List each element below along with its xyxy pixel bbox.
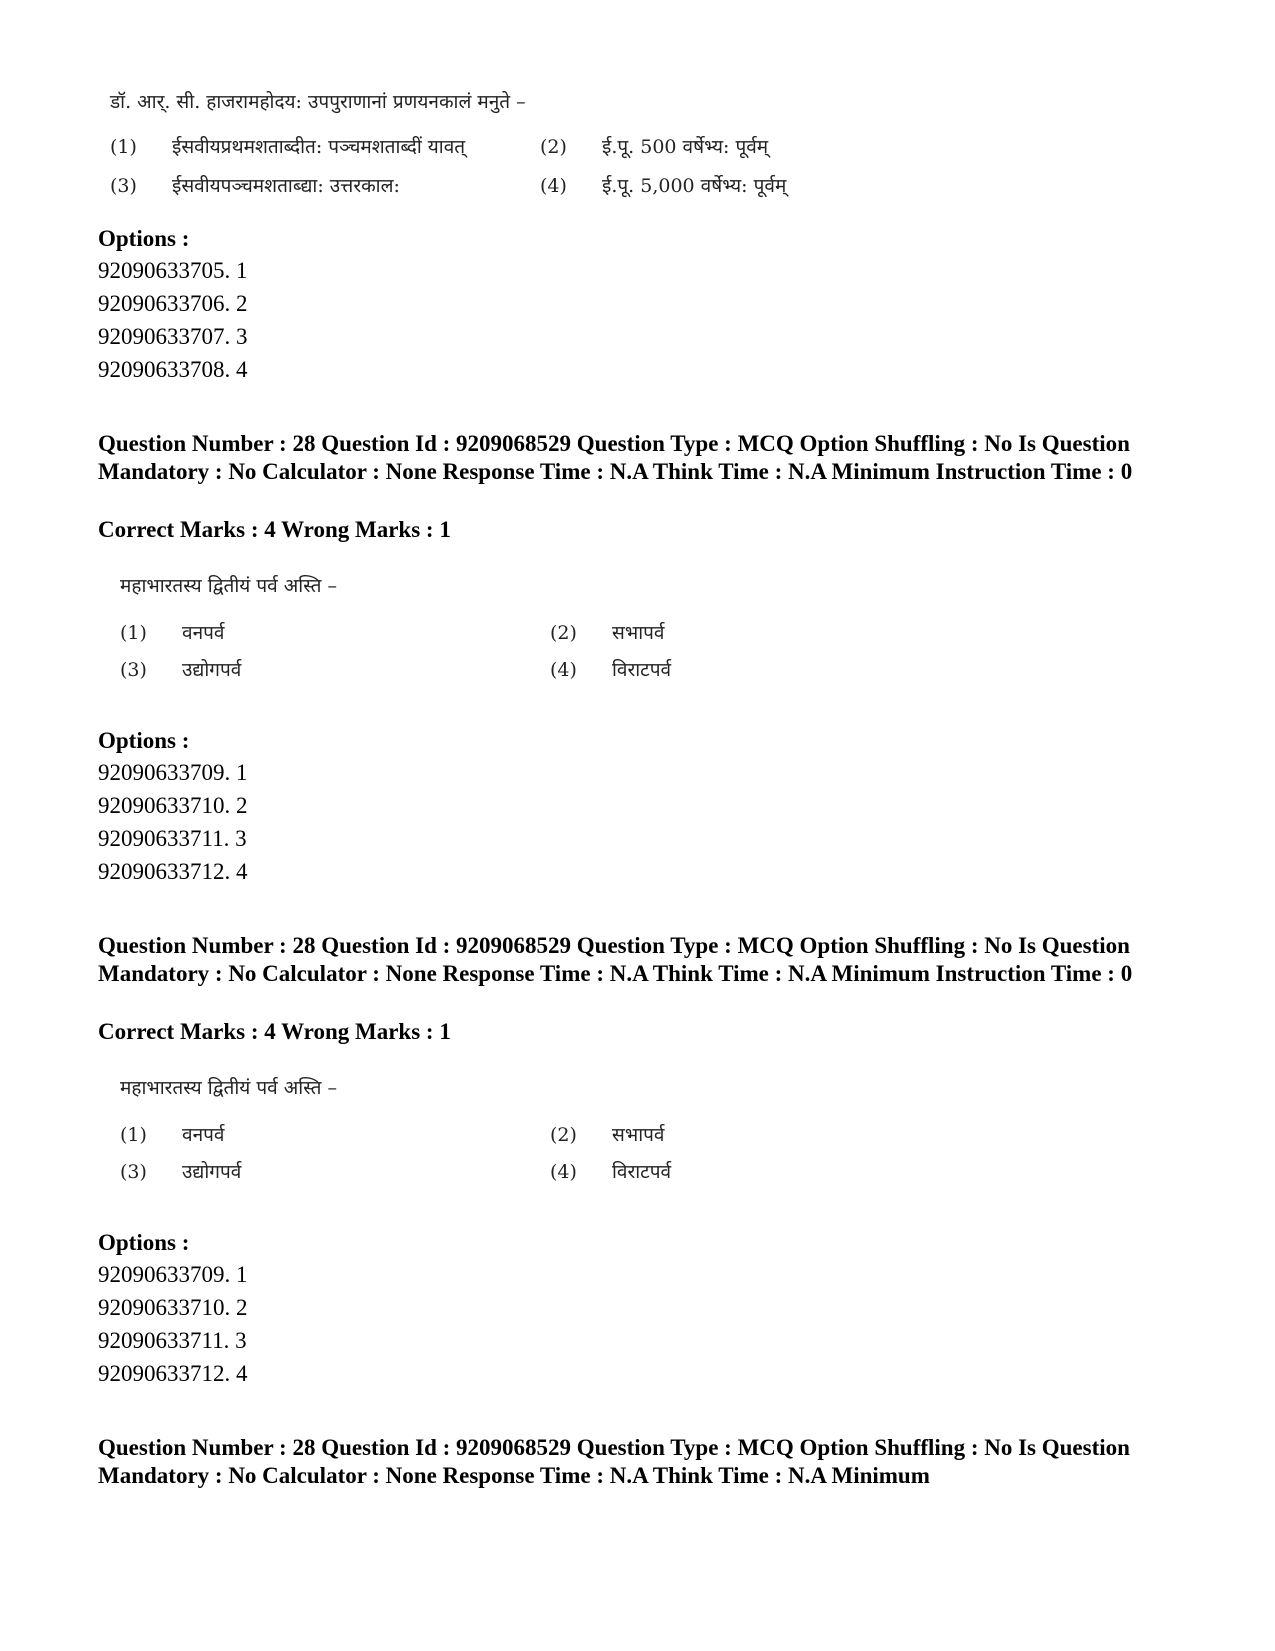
choice-number: (1)	[120, 622, 147, 644]
option-line: 92090633712. 4	[98, 859, 248, 884]
choice-2	[550, 1121, 664, 1147]
option-line: 92090633706. 2	[98, 291, 248, 316]
choice-number: (4)	[550, 1161, 577, 1183]
choice-4	[540, 172, 786, 198]
option-line: 92090633709. 1	[98, 1262, 248, 1287]
choice-4	[550, 1158, 671, 1184]
question-meta: Question Number : 28 Question Id : 9209068529 Question Type : MCQ Option Shuffling : No Is Question Mandatory : No Calculator : None Response Time : N.A Think Time : N.A Minimum Instruction Time : 0	[98, 933, 1133, 986]
choice-1	[120, 1121, 224, 1147]
options-label: Options :	[98, 1230, 190, 1255]
choice-text: ई.पू. 500 वर्षेभ्य: पूर्वम्	[602, 136, 769, 158]
option-line: 92090633712. 4	[98, 1361, 248, 1386]
choice-text: विराटपर्व	[612, 659, 672, 681]
choice-3	[110, 172, 400, 198]
choice-2	[540, 133, 768, 159]
choice-3	[120, 1158, 241, 1184]
choice-text: उद्योगपर्व	[182, 659, 242, 681]
choice-text: सभापर्व	[612, 622, 665, 644]
choice-number: (2)	[540, 136, 567, 158]
option-line: 92090633707. 3	[98, 324, 248, 349]
marks-line: Correct Marks : 4 Wrong Marks : 1	[98, 1019, 451, 1044]
options-label: Options :	[98, 728, 190, 753]
option-line: 92090633710. 2	[98, 793, 248, 818]
choice-number: (3)	[110, 175, 137, 197]
choice-text: वनपर्व	[182, 1124, 225, 1146]
choice-text: विराटपर्व	[612, 1161, 672, 1183]
choice-number: (3)	[120, 659, 147, 681]
option-line: 92090633711. 3	[98, 1328, 247, 1353]
choice-number: (4)	[550, 659, 577, 681]
option-line: 92090633710. 2	[98, 1295, 248, 1320]
choice-text: वनपर्व	[182, 622, 225, 644]
option-line: 92090633711. 3	[98, 826, 247, 851]
choice-number: (3)	[120, 1161, 147, 1183]
choice-text: ईसवीयपञ्चमशताब्द्या: उत्तरकाल:	[172, 175, 400, 197]
marks-line: Correct Marks : 4 Wrong Marks : 1	[98, 517, 451, 542]
option-line: 92090633708. 4	[98, 357, 248, 382]
choice-1	[120, 619, 224, 645]
options-label: Options :	[98, 226, 190, 251]
choice-text: उद्योगपर्व	[182, 1161, 242, 1183]
choice-number: (2)	[550, 622, 577, 644]
question-meta: Question Number : 28 Question Id : 9209068529 Question Type : MCQ Option Shuffling : No Is Question Mandatory : No Calculator : None Response Time : N.A Think Time : N.A Minimum	[98, 1435, 1130, 1488]
choice-1	[110, 133, 465, 159]
choice-number: (1)	[110, 136, 137, 158]
choice-number: (2)	[550, 1124, 577, 1146]
question-stem: डॉ. आर्. सी. हाजरामहोदय: उपपुराणानां प्रणयनकालं मनुते –	[110, 91, 526, 113]
question-stem: महाभारतस्य द्वितीयं पर्व अस्ति –	[120, 575, 337, 597]
choice-text: सभापर्व	[612, 1124, 665, 1146]
choice-number: (1)	[120, 1124, 147, 1146]
choice-text: ईसवीयप्रथमशताब्दीत: पञ्चमशताब्दीं यावत्	[172, 136, 466, 158]
choice-4	[550, 656, 671, 682]
choice-number: (4)	[540, 175, 567, 197]
option-line: 92090633705. 1	[98, 258, 248, 283]
choice-text: ई.पू. 5,000 वर्षेभ्य: पूर्वम्	[602, 175, 787, 197]
question-meta: Question Number : 28 Question Id : 9209068529 Question Type : MCQ Option Shuffling : No Is Question Mandatory : No Calculator : None Response Time : N.A Think Time : N.A Minimum Instruction Time : 0	[98, 431, 1133, 484]
choice-2	[550, 619, 664, 645]
question-stem: महाभारतस्य द्वितीयं पर्व अस्ति –	[120, 1077, 337, 1099]
option-line: 92090633709. 1	[98, 760, 248, 785]
choice-3	[120, 656, 241, 682]
